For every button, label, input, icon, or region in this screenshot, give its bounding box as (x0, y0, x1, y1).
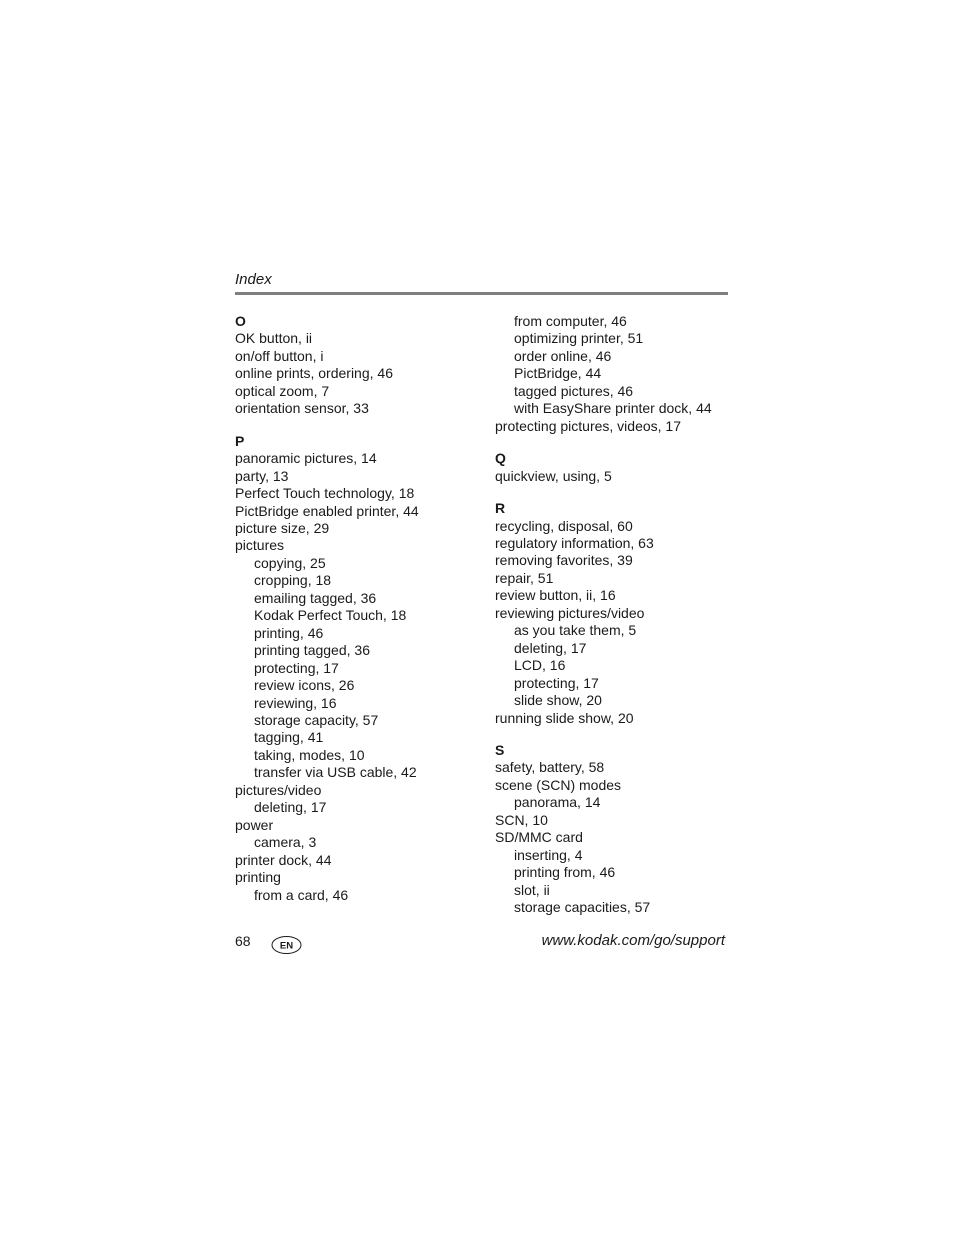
index-entry: review button, ii, 16 (495, 587, 616, 604)
index-subentry: reviewing, 16 (254, 694, 337, 711)
index-entry: picture size, 29 (235, 519, 330, 536)
index-column-left (235, 313, 485, 904)
index-subentry: inserting, 4 (514, 846, 583, 863)
index-entry: SCN, 10 (495, 811, 548, 828)
index-entry: printer dock, 44 (235, 851, 332, 868)
index-subentry: copying, 25 (254, 554, 326, 571)
index-subentry: review icons, 26 (254, 677, 355, 694)
language-badge-label: EN (279, 940, 294, 952)
index-subentry: tagging, 41 (254, 729, 324, 746)
index-subentry: taking, modes, 10 (254, 746, 365, 763)
index-entry: panoramic pictures, 14 (235, 450, 377, 467)
index-letter-heading: P (235, 432, 245, 449)
support-url[interactable]: www.kodak.com/go/support (541, 932, 725, 949)
index-subentry: Kodak Perfect Touch, 18 (254, 607, 407, 624)
index-subentry: camera, 3 (254, 834, 317, 851)
index-entry: SD/MMC card (495, 829, 583, 846)
index-subentry: storage capacity, 57 (254, 711, 379, 728)
index-entry: removing favorites, 39 (495, 552, 633, 569)
index-entry: on/off button, i (235, 347, 324, 364)
index-subentry: emailing tagged, 36 (254, 589, 377, 606)
index-subentry: LCD, 16 (514, 657, 566, 674)
index-subentry: cropping, 18 (254, 572, 332, 589)
index-column-right (495, 313, 740, 917)
page-number: 68 (235, 933, 251, 949)
index-entry: online prints, ordering, 46 (235, 365, 393, 382)
index-subentry: optimizing printer, 51 (514, 330, 644, 347)
index-entry: quickview, using, 5 (495, 467, 612, 484)
index-subentry: tagged pictures, 46 (514, 382, 634, 399)
header-rule (235, 292, 728, 295)
language-badge (271, 935, 303, 955)
index-subentry: printing, 46 (254, 624, 324, 641)
index-subentry: order online, 46 (514, 347, 612, 364)
index-subentry: deleting, 17 (514, 639, 587, 656)
index-subentry: printing from, 46 (514, 864, 616, 881)
running-header-title: Index (235, 271, 272, 288)
index-entry: OK button, ii (235, 330, 313, 347)
index-letter-heading: O (235, 313, 246, 329)
index-subentry: slot, ii (514, 881, 550, 898)
index-subentry: PictBridge, 44 (514, 365, 602, 382)
index-subentry: printing tagged, 36 (254, 642, 370, 659)
index-subentry: as you take them, 5 (514, 622, 637, 639)
index-entry: party, 13 (235, 467, 289, 484)
index-subentry: deleting, 17 (254, 799, 327, 816)
index-entry: protecting pictures, videos, 17 (495, 417, 681, 434)
index-subentry: panorama, 14 (514, 794, 601, 811)
index-entry: pictures (235, 537, 285, 554)
index-letter-heading: R (495, 500, 506, 517)
index-entry: pictures/video (235, 781, 322, 798)
index-letter-heading: Q (495, 450, 506, 467)
index-subentry: with EasyShare printer dock, 44 (514, 400, 712, 417)
index-entry: printing (235, 869, 281, 886)
index-subentry: slide show, 20 (514, 692, 602, 709)
index-entry: regulatory information, 63 (495, 534, 654, 551)
index-entry: orientation sensor, 33 (235, 400, 369, 417)
index-entry: running slide show, 20 (495, 709, 634, 726)
index-entry: reviewing pictures/video (495, 604, 645, 621)
index-subentry: protecting, 17 (254, 659, 339, 676)
index-entry: scene (SCN) modes (495, 776, 622, 793)
index-subentry: from a card, 46 (254, 886, 349, 903)
index-entry: repair, 51 (495, 569, 554, 586)
index-subentry: from computer, 46 (514, 313, 627, 329)
index-subentry: storage capacities, 57 (514, 899, 651, 916)
index-entry: power (235, 816, 274, 833)
index-letter-heading: S (495, 741, 505, 758)
index-entry: recycling, disposal, 60 (495, 517, 633, 534)
index-entry: optical zoom, 7 (235, 382, 330, 399)
index-entry: safety, battery, 58 (495, 759, 605, 776)
index-entry: PictBridge enabled printer, 44 (235, 502, 419, 519)
index-entry: Perfect Touch technology, 18 (235, 485, 415, 502)
index-subentry: transfer via USB cable, 42 (254, 764, 417, 781)
index-subentry: protecting, 17 (514, 674, 599, 691)
